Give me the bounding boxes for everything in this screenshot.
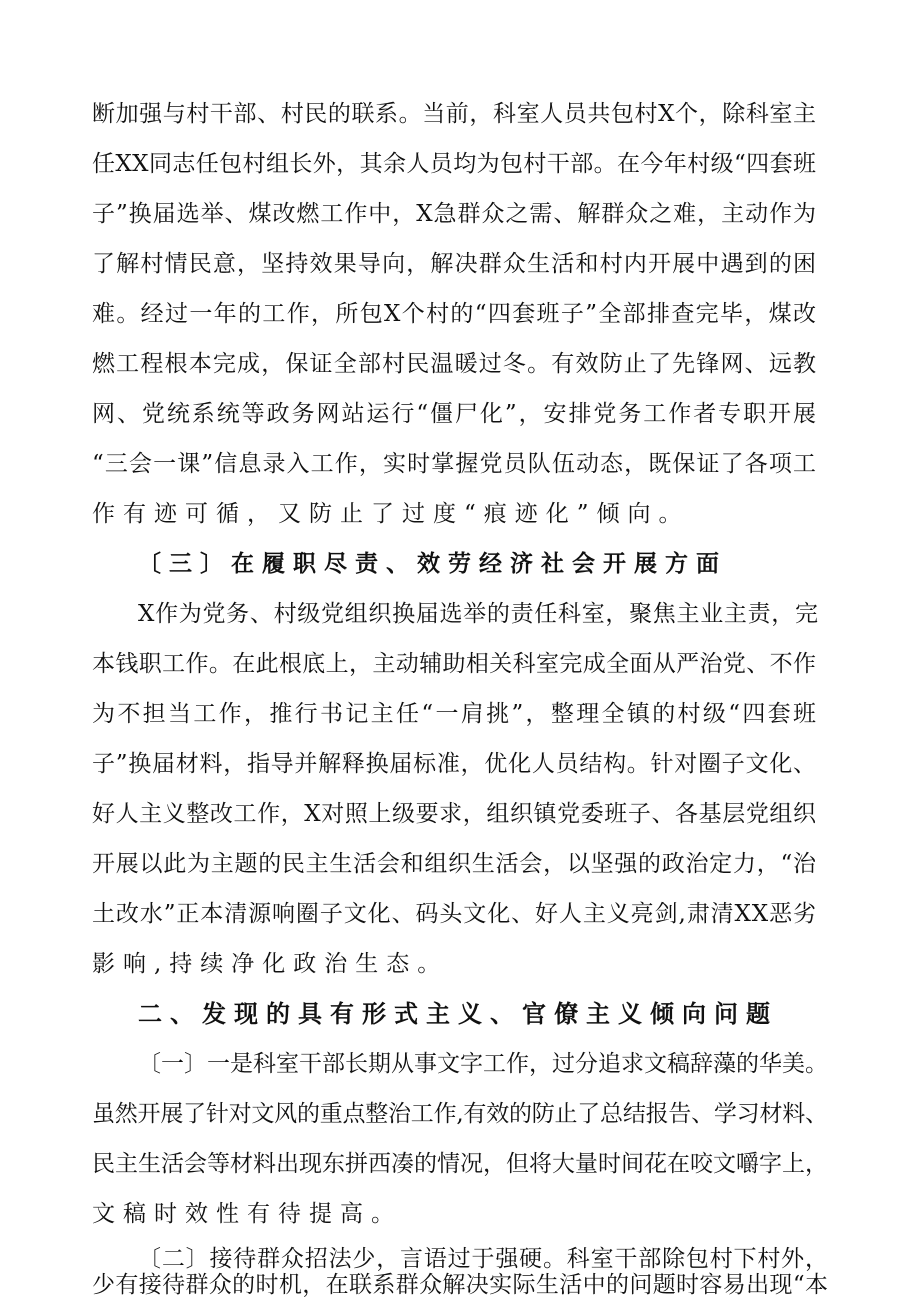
paragraph-2-line-5: 好人主义整改工作，X对照上级要求，组织镇党委班子、各基层党组织 — [92, 801, 817, 827]
paragraph-1-line-9: 作有迹可循，又防止了过度“痕迹化”倾向。 — [92, 501, 690, 527]
paragraph-3-line-3: 民主生活会等材料出现东拼西凑的情况，但将大量时间花在咬文嚼字上， — [92, 1151, 828, 1177]
paragraph-4-line-1: 〔二〕接待群众招法少，言语过于强硬。科室干部除包村下村外， — [138, 1246, 829, 1272]
paragraph-2-line-2: 本钱职工作。在此根底上，主动辅助相关科室完成全面从严治党、不作 — [92, 651, 817, 677]
paragraph-3-line-1: 〔一〕一是科室干部长期从事文字工作，过分追求文稿辞藻的华美。 — [138, 1051, 828, 1077]
paragraph-1-line-2: 任XX同志任包村组长外，其余人员均为包村干部。在今年村级“四套班 — [92, 151, 817, 177]
paragraph-1-line-5: 难。经过一年的工作，所包X个村的“四套班子”全部排查完毕，煤改 — [92, 301, 818, 327]
paragraph-2-line-6: 开展以此为主题的民主生活会和组织生活会，以坚强的政治定力，“治 — [92, 851, 817, 877]
paragraph-2-line-7: 土改水”正本清源响圈子文化、码头文化、好人主义亮剑,肃清XX恶劣 — [92, 901, 817, 927]
paragraph-1-line-1: 断加强与村干部、村民的联系。当前，科室人员共包村X个，除科室主 — [92, 101, 817, 127]
paragraph-1-line-3: 子”换届选举、煤改燃工作中，X急群众之需、解群众之难，主动作为 — [92, 201, 817, 227]
paragraph-1-line-6: 燃工程根本完成，保证全部村民温暖过冬。有效防止了先锋网、远教 — [92, 351, 818, 377]
paragraph-1-line-7: 网、党统系统等政务网站运行“僵尸化”，安排党务工作者专职开展 — [92, 401, 818, 427]
paragraph-3-line-4: 文稿时效性有待提高。 — [92, 1201, 402, 1227]
paragraph-2-line-3: 为不担当工作，推行书记主任“一肩挑”，整理全镇的村级“四套班 — [92, 701, 819, 727]
paragraph-2-line-1: X作为党务、村级党组织换届选举的责任科室，聚焦主业主责，完 — [138, 601, 819, 627]
section-3-heading: 〔三〕在履职尽责、效劳经济社会开展方面 — [138, 550, 727, 577]
section-2-heading: 二、发现的具有形式主义、官僚主义倾向问题 — [138, 1000, 778, 1028]
paragraph-2-line-8: 影响,持续净化政治生态。 — [92, 951, 449, 977]
paragraph-4-line-2: 少有接待群众的时机，在联系群众解决实际生活中的问题时容易出现“本 — [92, 1272, 829, 1298]
paragraph-1-line-4: 了解村情民意，坚持效果导向，解决群众生活和村内开展中遇到的困 — [92, 251, 818, 277]
paragraph-2-line-4: 子”换届材料，指导并解释换届标准，优化人员结构。针对圈子文化、 — [92, 751, 817, 777]
paragraph-1-line-8: “三会一课”信息录入工作，实时掌握党员队伍动态，既保证了各项工 — [92, 451, 818, 477]
paragraph-3-line-2: 虽然开展了针对文风的重点整治工作,有效的防止了总结报告、学习材料、 — [92, 1101, 828, 1127]
